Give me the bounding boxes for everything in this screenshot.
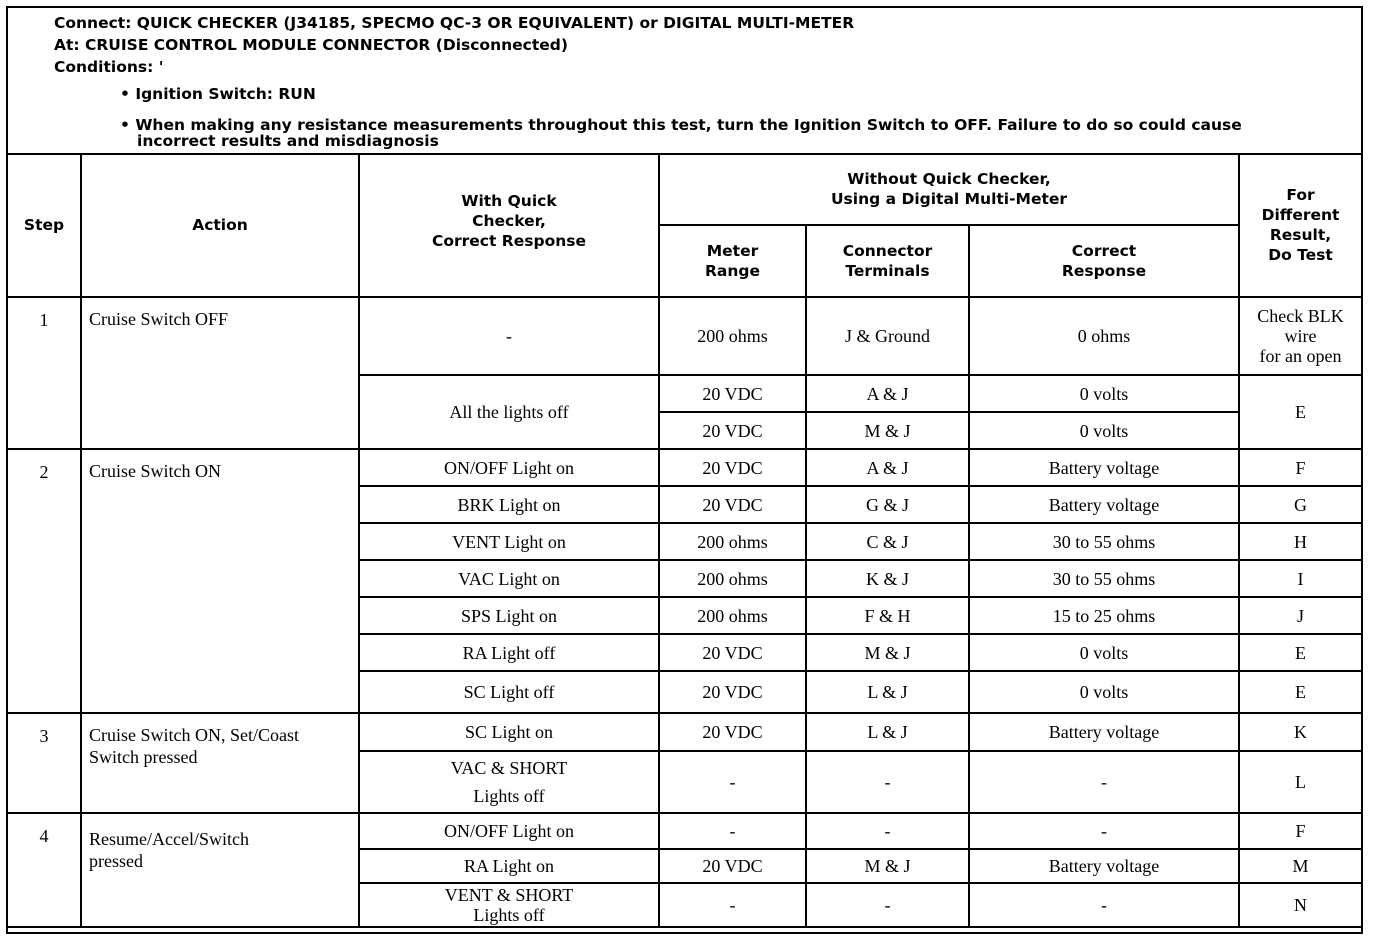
next-test: G [1239, 486, 1361, 523]
quick-checker-response: SC Light off [359, 671, 659, 713]
correct-response: - [969, 751, 1239, 813]
condition-bullet: • Ignition Switch: RUN [120, 85, 316, 103]
quick-checker-response: - [359, 297, 659, 375]
quick-checker-column-header: With Quick Checker, Correct Response [359, 153, 659, 297]
quick-checker-response: RA Light on [359, 849, 659, 883]
meter-range: 200 ohms [659, 560, 806, 597]
meter-range: 200 ohms [659, 297, 806, 375]
connector-terminals: M & J [806, 412, 969, 449]
conditions-label: Conditions: ' [54, 58, 164, 76]
next-test: H [1239, 523, 1361, 560]
connector-terminals: - [806, 813, 969, 849]
correct-response: Battery voltage [969, 449, 1239, 486]
meter-range: 20 VDC [659, 449, 806, 486]
condition-bullet-continuation: incorrect results and misdiagnosis [137, 132, 439, 150]
without-quick-checker-header: Without Quick Checker, Using a Digital Multi-Meter [659, 153, 1239, 225]
test-sheet [6, 6, 1363, 934]
test-conditions-header [8, 8, 1361, 155]
meter-range: 20 VDC [659, 713, 806, 751]
quick-checker-response: VENT Light on [359, 523, 659, 560]
meter-range: - [659, 751, 806, 813]
quick-checker-response: SC Light on [359, 713, 659, 751]
quick-checker-response: RA Light off [359, 634, 659, 671]
connector-terminals: F & H [806, 597, 969, 634]
quick-checker-response: SPS Light on [359, 597, 659, 634]
step-action: Cruise Switch ON [81, 449, 359, 713]
connector-terminals: C & J [806, 523, 969, 560]
meter-range: 20 VDC [659, 634, 806, 671]
connector-terminals: A & J [806, 449, 969, 486]
diagnostic-table [8, 153, 1361, 928]
step-number: 1 [8, 297, 81, 449]
step-column-header: Step [8, 153, 81, 297]
quick-checker-response: ON/OFF Light on [359, 813, 659, 849]
next-test: Check BLK wire for an open [1239, 297, 1361, 375]
correct-response-header: Correct Response [969, 225, 1239, 297]
meter-range: - [659, 813, 806, 849]
quick-checker-response: All the lights off [359, 375, 659, 449]
step-number: 3 [8, 713, 81, 813]
action-column-header: Action [81, 153, 359, 297]
next-test: E [1239, 375, 1361, 449]
correct-response: 0 volts [969, 412, 1239, 449]
connector-terminals: K & J [806, 560, 969, 597]
table-row [8, 713, 1361, 751]
meter-range: 20 VDC [659, 486, 806, 523]
meter-range: 20 VDC [659, 671, 806, 713]
correct-response: 30 to 55 ohms [969, 560, 1239, 597]
meter-range: 20 VDC [659, 849, 806, 883]
connect-line: Connect: QUICK CHECKER (J34185, SPECMO QC-3 OR EQUIVALENT) or DIGITAL MULTI-METER [54, 14, 855, 32]
meter-range: 20 VDC [659, 375, 806, 412]
step-action: Cruise Switch ON, Set/Coast Switch pressed [81, 713, 359, 813]
next-test: I [1239, 560, 1361, 597]
step-action: Resume/Accel/Switch pressed [81, 813, 359, 927]
correct-response: 15 to 25 ohms [969, 597, 1239, 634]
table-row [8, 449, 1361, 486]
at-line: At: CRUISE CONTROL MODULE CONNECTOR (Disconnected) [54, 36, 568, 54]
connector-terminals: M & J [806, 634, 969, 671]
correct-response: 30 to 55 ohms [969, 523, 1239, 560]
step-number: 2 [8, 449, 81, 713]
next-test: K [1239, 713, 1361, 751]
next-test: E [1239, 671, 1361, 713]
correct-response: Battery voltage [969, 713, 1239, 751]
step-action: Cruise Switch OFF [81, 297, 359, 449]
connector-terminals: - [806, 883, 969, 927]
next-test: L [1239, 751, 1361, 813]
next-test: J [1239, 597, 1361, 634]
next-test: F [1239, 449, 1361, 486]
correct-response: - [969, 813, 1239, 849]
correct-response: Battery voltage [969, 486, 1239, 523]
connector-terminals: A & J [806, 375, 969, 412]
next-test: N [1239, 883, 1361, 927]
quick-checker-response: ON/OFF Light on [359, 449, 659, 486]
meter-range-header: Meter Range [659, 225, 806, 297]
connector-terminals: L & J [806, 671, 969, 713]
connector-terminals: G & J [806, 486, 969, 523]
table-row [8, 297, 1361, 375]
correct-response: Battery voltage [969, 849, 1239, 883]
connector-terminals: J & Ground [806, 297, 969, 375]
table-row [8, 813, 1361, 849]
for-different-result-header: For Different Result, Do Test [1239, 153, 1361, 297]
meter-range: 200 ohms [659, 523, 806, 560]
meter-range: - [659, 883, 806, 927]
connector-terminals: - [806, 751, 969, 813]
meter-range: 20 VDC [659, 412, 806, 449]
correct-response: 0 volts [969, 375, 1239, 412]
condition-bullet: • When making any resistance measurements throughout this test, turn the Ignition Switch to OFF. Failure to do so could cause [120, 116, 1242, 134]
quick-checker-response: VENT & SHORT Lights off [359, 883, 659, 927]
meter-range: 200 ohms [659, 597, 806, 634]
correct-response: 0 volts [969, 671, 1239, 713]
next-test: E [1239, 634, 1361, 671]
quick-checker-response: BRK Light on [359, 486, 659, 523]
step-number: 4 [8, 813, 81, 927]
connector-terminals: M & J [806, 849, 969, 883]
correct-response: - [969, 883, 1239, 927]
next-test: M [1239, 849, 1361, 883]
quick-checker-response: VAC & SHORT Lights off [359, 751, 659, 813]
quick-checker-response: VAC Light on [359, 560, 659, 597]
connector-terminals-header: Connector Terminals [806, 225, 969, 297]
correct-response: 0 volts [969, 634, 1239, 671]
connector-terminals: L & J [806, 713, 969, 751]
next-test: F [1239, 813, 1361, 849]
correct-response: 0 ohms [969, 297, 1239, 375]
